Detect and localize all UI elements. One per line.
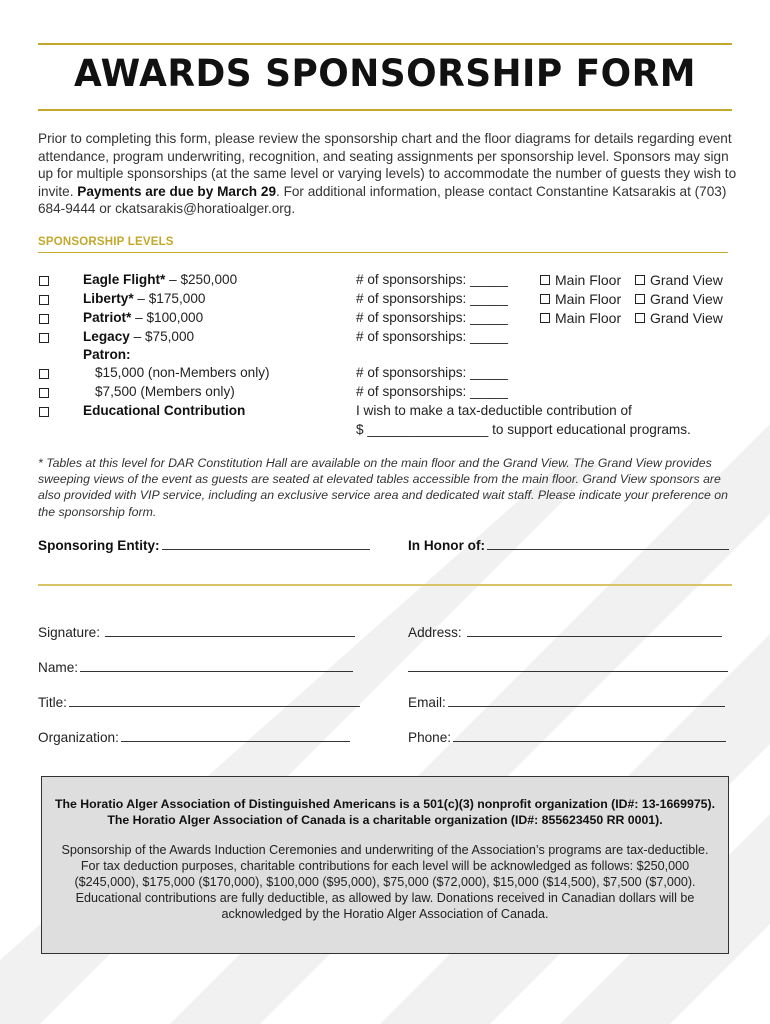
grand-view-footnote: * Tables at this level for DAR Constitution Hall are available on the main floor and the Grand View. The Grand View provides sweeping views of the event as guests are seated at elevated tables accessible from the main floor. Grand View sponsors are also provided with VIP service, including an exclusive service area and dedicated wait staff. Please indicate your preference on the sponsorship form. [38, 456, 728, 519]
educational-amount-field[interactable]: $ ________________ to support educational programs. [356, 422, 691, 437]
checkbox-legacy[interactable] [39, 333, 49, 343]
patriot-grand-view-option[interactable]: Grand View [635, 310, 723, 326]
checkbox-liberty[interactable] [39, 295, 49, 305]
eagle-main-floor-option[interactable]: Main Floor [540, 272, 621, 288]
checkbox-eagle-flight[interactable] [39, 276, 49, 286]
signature-field[interactable]: Signature: [38, 624, 355, 640]
checkbox-eagle-grand-view[interactable] [635, 275, 645, 285]
checkbox-liberty-grand-view[interactable] [635, 294, 645, 304]
level-row-educational: Educational Contribution I wish to make a tax-deductible contribution of [0, 403, 770, 422]
liberty-grand-view-option[interactable]: Grand View [635, 291, 723, 307]
payment-deadline: Payments are due by March 29 [77, 183, 277, 199]
patron-heading: Patron: [83, 347, 131, 362]
phone-field[interactable]: Phone: [408, 729, 726, 745]
level-row-patron-nonmember: $15,000 (non-Members only) # of sponsorships: _____ [0, 365, 770, 384]
title-top-rule [38, 43, 732, 45]
page-title: AWARDS SPONSORSHIP FORM [74, 52, 696, 95]
level-row-patron-heading [0, 347, 770, 366]
sponsoring-entity-field[interactable]: Sponsoring Entity: [38, 537, 370, 553]
patriot-count-field[interactable]: # of sponsorships: _____ [356, 310, 508, 325]
patron-nonmember-count-field[interactable]: # of sponsorships: _____ [356, 365, 508, 380]
section-rule [38, 252, 728, 253]
eagle-count-field[interactable]: # of sponsorships: _____ [356, 272, 508, 287]
checkbox-patriot-main-floor[interactable] [540, 313, 550, 323]
liberty-count-field[interactable]: # of sponsorships: _____ [356, 291, 508, 306]
section-divider [38, 584, 732, 586]
checkbox-patriot[interactable] [39, 314, 49, 324]
checkbox-patriot-grand-view[interactable] [635, 313, 645, 323]
legacy-count-field[interactable]: # of sponsorships: _____ [356, 329, 508, 344]
in-honor-of-field[interactable]: In Honor of: [408, 537, 729, 553]
name-field[interactable]: Name: [38, 659, 353, 675]
tax-deduction-statement: Sponsorship of the Awards Induction Ceremonies and underwriting of the Association’s programs are tax-deductible. For tax deduction purposes, charitable contributions for each level will be acknowledged as follows: $250,000 ($245,000), $175,000 ($170,000), $100,000 ($95,000), $75,000 ($72,000), $15,000 ($14,500), $7,500 ($7,000). Educational contributions are fully deductible, as allowed by law. Donations received in Canadian dollars will be acknowledged by the Horatio Alger Association of Canada. [61, 843, 709, 922]
level-row-eagle: Eagle Flight* – $250,000 # of sponsorships: _____ Main Floor Grand View [0, 272, 770, 291]
level-row-patriot: Patriot* – $100,000 # of sponsorships: _____ Main Floor Grand View [0, 310, 770, 329]
section-label-sponsorship-levels: SPONSORSHIP LEVELS [38, 236, 174, 248]
checkbox-educational-contribution[interactable] [39, 407, 49, 417]
level-row-liberty: Liberty* – $175,000 # of sponsorships: _____ Main Floor Grand View [0, 291, 770, 310]
email-field[interactable]: Email: [408, 694, 725, 710]
address-line-2-field[interactable] [408, 659, 728, 675]
title-bottom-rule [38, 109, 732, 111]
title-field[interactable]: Title: [38, 694, 360, 710]
checkbox-eagle-main-floor[interactable] [540, 275, 550, 285]
educational-amount-row [0, 422, 770, 441]
eagle-grand-view-option[interactable]: Grand View [635, 272, 723, 288]
checkbox-patron-member[interactable] [39, 388, 49, 398]
checkbox-liberty-main-floor[interactable] [540, 294, 550, 304]
level-row-patron-member: $7,500 (Members only) # of sponsorships: _____ [0, 384, 770, 403]
level-row-legacy: Legacy – $75,000 # of sponsorships: _____ [0, 329, 770, 348]
patriot-main-floor-option[interactable]: Main Floor [540, 310, 621, 326]
nonprofit-statement: The Horatio Alger Association of Distinguished Americans is a 501(c)(3) nonprofit organization (ID#: 13-1669975). The Horatio Alger Association of Canada is a charitable organization (ID#: 855623450 RR 0001). [54, 797, 716, 828]
liberty-main-floor-option[interactable]: Main Floor [540, 291, 621, 307]
address-field[interactable]: Address: [408, 624, 722, 640]
checkbox-patron-nonmember[interactable] [39, 369, 49, 379]
organization-field[interactable]: Organization: [38, 729, 350, 745]
intro-paragraph: Prior to completing this form, please review the sponsorship chart and the floor diagrams for details regarding event attendance, program underwriting, recognition, and seating assignments per sponsorship level. Sponsors may sign up for multiple sponsorships (at the same level or varying levels) to accommodate the number of guests they wish to invite. Payments are due by March 29. For additional information, please contact Constantine Katsarakis at (703) 684-9444 or ckatsarakis@horatioalger.org. [38, 131, 737, 217]
patron-member-count-field[interactable]: # of sponsorships: _____ [356, 384, 508, 399]
tax-info-box [41, 776, 729, 954]
